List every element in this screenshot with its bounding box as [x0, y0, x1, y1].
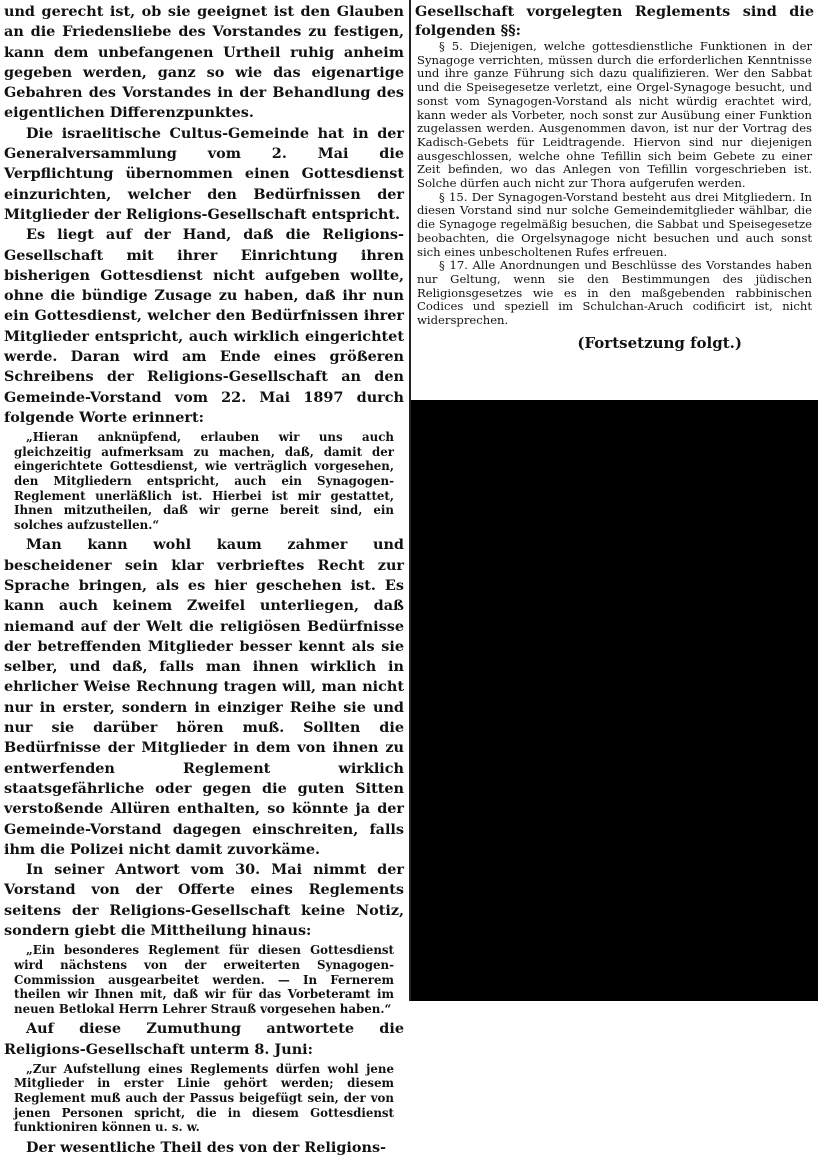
regulation-paragraph: § 5. Diejenigen, welche gottesdienstliche Funktionen in der Synagoge verrichten, müssen durch die erforderlichen Kenntnisse und ihre ganze Führung sich dazu qualifizieren. Wer den Sabbat und die Speisegesetze verletzt, eine Orgel-Synagoge besucht, und sonst vom Synagogen-Vorstand als nicht würdig erachtet wird, kann weder als Vorbeter, noch sonst zur Ausübung einer Funktion zugelassen werden. Ausgenommen davon, ist nur der Vortrag des Kadisch-Gebets für Leidtragende. Hiervon sind nur diejenigen ausgeschlossen, welche ohne Tefillin sich beim Gebete zu einer Zeit befinden, wo das Anlegen von Tefillin vorgeschrieben ist. Solche dürfen auch nicht zur Thora aufgerufen werden.	[417, 39, 812, 191]
paragraph: Es liegt auf der Hand, daß die Religions-Gesellschaft mit ihrer Einrichtung ihren bisherigen Gottesdienst nicht aufgeben wollte, ohne die bündige Zusage zu haben, daß ihr nun ein Gottesdienst, welcher den Bedürfnissen ihrer Mitglieder entspricht, auch wirklich eingerichtet werde. Daran wird am Ende eines größeren Schreibens der Religions-Gesellschaft an den Gemeinde-Vorstand vom 22. Mai 1897 durch folgende Worte erinnert:	[4, 226, 404, 426]
paragraph: Auf diese Zumuthung antwortete die Religions-Gesellschaft unterm 8. Juni:	[4, 1020, 404, 1058]
blacked-out-area	[411, 402, 818, 1001]
regulation-paragraph: § 17. Alle Anordnungen und Beschlüsse des Vorstandes haben nur Geltung, wenn sie den Bestimmungen des jüdischen Religionsgesetzes wie es in den maßgebenden rabbinischen Codices und speziell im Schulchan-Aruch codificirt ist, nicht widersprechen.	[417, 258, 812, 328]
quote-block: „Ein besonderes Reglement für diesen Gottesdienst wird nächstens von der erweiterten Synagogen-Commission ausgearbeitet werden. — In Fernerem theilen wir Ihnen mit, daß wir für das Vorbeteramt im neuen Betlokal Herrn Lehrer Strauß vorgesehen haben.“	[14, 943, 394, 1016]
quote-block: „Hieran anknüpfend, erlauben wir uns auch gleichzeitig aufmerksam zu machen, daß, damit der eingerichtete Gottesdienst, wie verträglich vorgesehen, den Mitgliedern entspricht, auch ein Synagogen-Reglement unerläßlich ist. Hierbei ist mir gestattet, Ihnen mitzutheilen, daß wir gerne bereit sind, ein solches aufzustellen.“	[14, 430, 394, 532]
left-column	[4, 2, 404, 1156]
section-heading: Gesellschaft vorgelegten Reglements sind die folgenden §§:	[415, 3, 814, 39]
regulation-paragraph: § 15. Der Synagogen-Vorstand besteht aus drei Mitgliedern. In diesen Vorstand sind nur solche Gemeindemitglieder wählbar, die die Synagoge regelmäßig besuchen, die Sabbat und Speisegesetze beobachten, die Orgelsynagoge nicht besuchen und auch sonst sich eines unbescholtenen Rufes erfreuen.	[417, 189, 812, 259]
right-column	[415, 2, 814, 400]
paragraph: Man kann wohl kaum zahmer und bescheidener sein klar verbrieftes Recht zur Sprache bringen, als es hier geschehen ist. Es kann auch keinem Zweifel unterliegen, daß niemand auf der Welt die religiösen Bedürfnisse der betreffenden Mitglieder besser kennt als sie selber, und daß, falls man ihnen wirklich in ehrlicher Weise Rechnung tragen will, man nicht nur in erster, sondern in einziger Reihe sie und nur sie darüber hören muß. Sollten die Bedürfnisse der Mitglieder in dem von ihnen zu entwerfenden Reglement wirklich staatsgefährliche oder gegen die guten Sitten verstoßende Allüren enthalten, so könnte ja der Gemeinde-Vorstand dagegen einschreiten, falls ihm die Polizei nicht damit zuvorkäme.	[4, 536, 404, 858]
paragraph: Die israelitische Cultus-Gemeinde hat in der Generalversammlung vom 2. Mai die Verpflichtung übernommen einen Gottesdienst einzurichten, welcher den Bedürfnissen der Mitglieder der Religions-Gesellschaft entspricht.	[4, 124, 404, 223]
paragraph: Der wesentliche Theil des von der Religions-	[26, 1138, 387, 1156]
continued-notice: (Fortsetzung folgt.)	[577, 333, 742, 352]
quote-block: „Zur Aufstellung eines Reglements dürfen wohl jene Mitglieder in erster Linie gehört werden; diesem Reglement muß auch der Passus beigefügt sein, der von jenen Personen spricht, die in diesem Gottesdienst funktioniren können u. s. w.	[14, 1061, 394, 1135]
paragraph: und gerecht ist, ob sie geeignet ist den Glauben an die Friedensliebe des Vorstandes zu festigen, kann dem unbefangenen Urtheil ruhig anheim gegeben werden, ganz so wie das eigenartige Gebahren des Vorstandes in der Behandlung des eigentlichen Differenzpunktes.	[4, 3, 404, 122]
paragraph: In seiner Antwort vom 30. Mai nimmt der Vorstand von der Offerte eines Reglements seitens der Religions-Gesellschaft keine Notiz, sondern giebt die Mittheilung hinaus:	[4, 861, 404, 940]
